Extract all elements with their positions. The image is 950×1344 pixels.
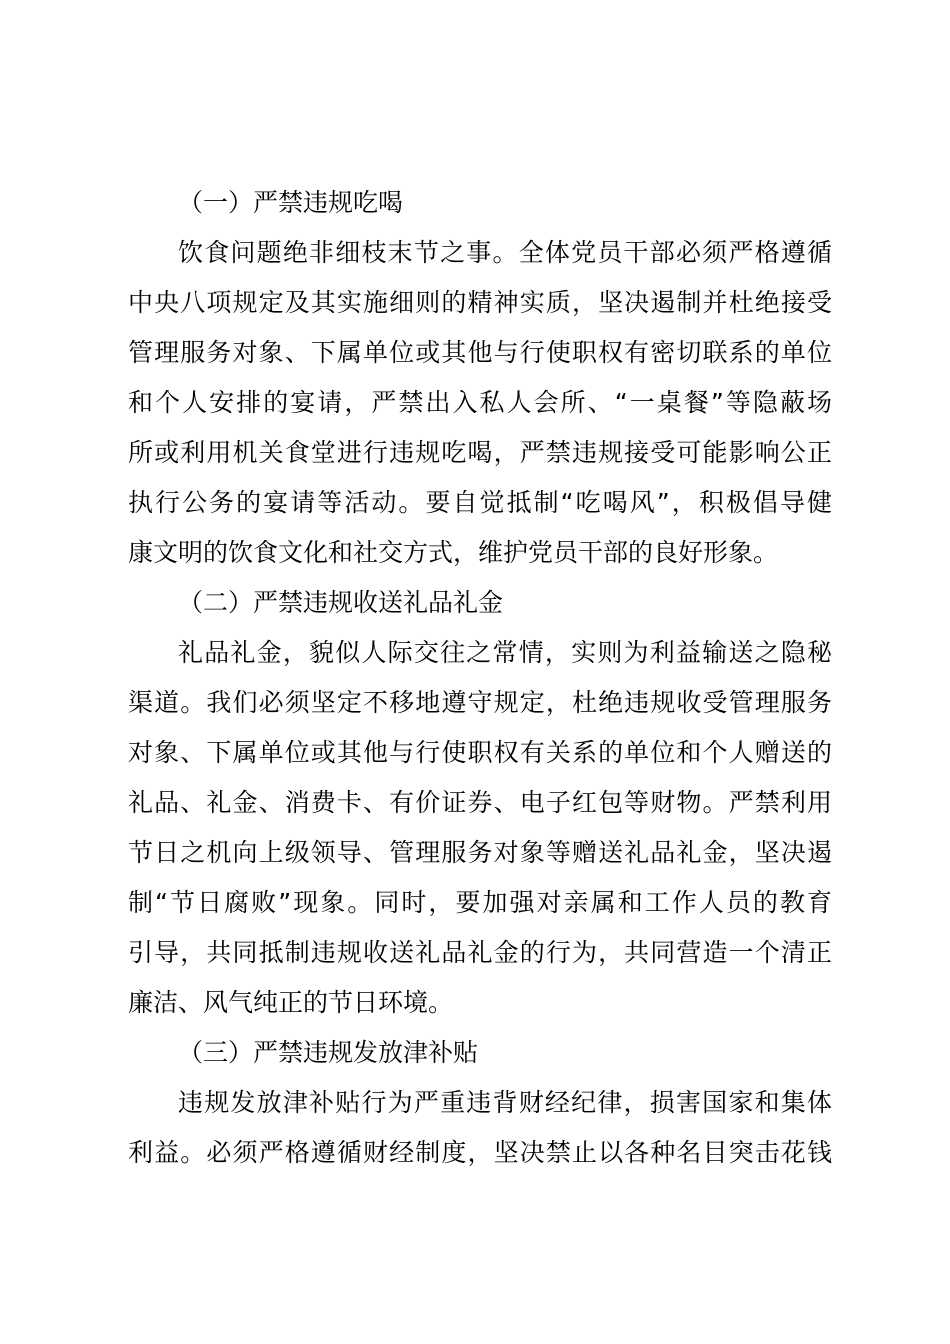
paragraph-line: 对象、下属单位或其他与行使职权有关系的单位和个人赠送的 — [128, 738, 832, 767]
paragraph-line: 违规发放津补贴行为严重违背财经纪律，损害国家和集体 — [178, 1088, 832, 1117]
paragraph-line: 礼品、礼金、消费卡、有价证券、电子红包等财物。严禁利用 — [128, 788, 832, 817]
paragraph-line: 饮食问题绝非细枝末节之事。全体党员干部必须严格遵循 — [178, 238, 832, 267]
paragraph-line: 康文明的饮食文化和社交方式，维护党员干部的良好形象。 — [128, 538, 779, 567]
paragraph-line: 执行公务的宴请等活动。要自觉抵制“吃喝风”，积极倡导健 — [128, 488, 832, 517]
paragraph-line: 廉洁、风气纯正的节日环境。 — [128, 988, 454, 1017]
section-3 — [128, 1028, 832, 1178]
paragraph-line: 节日之机向上级领导、管理服务对象等赠送礼品礼金，坚决遏 — [128, 838, 832, 867]
document-body — [128, 178, 832, 1178]
section-1 — [128, 178, 832, 578]
paragraph-line: 所或利用机关食堂进行违规吃喝，严禁违规接受可能影响公正 — [128, 438, 832, 467]
section-heading: （一）严禁违规吃喝 — [178, 188, 404, 217]
section-heading: （二）严禁违规收送礼品礼金 — [178, 588, 504, 617]
paragraph-line: 管理服务对象、下属单位或其他与行使职权有密切联系的单位 — [128, 338, 832, 367]
paragraph-line: 中央八项规定及其实施细则的精神实质，坚决遏制并杜绝接受 — [128, 288, 832, 317]
paragraph-line: 礼品礼金，貌似人际交往之常情，实则为利益输送之隐秘 — [178, 638, 832, 667]
section-2 — [128, 578, 832, 1028]
paragraph-line: 制“节日腐败”现象。同时，要加强对亲属和工作人员的教育 — [128, 888, 832, 917]
paragraph-line: 利益。必须严格遵循财经制度，坚决禁止以各种名目突击花钱 — [128, 1138, 832, 1167]
section-heading: （三）严禁违规发放津补贴 — [178, 1038, 479, 1067]
paragraph-line: 渠道。我们必须坚定不移地遵守规定，杜绝违规收受管理服务 — [128, 688, 832, 717]
paragraph-line: 引导，共同抵制违规收送礼品礼金的行为，共同营造一个清正 — [128, 938, 832, 967]
paragraph-line: 和个人安排的宴请，严禁出入私人会所、“一桌餐”等隐蔽场 — [128, 388, 832, 417]
